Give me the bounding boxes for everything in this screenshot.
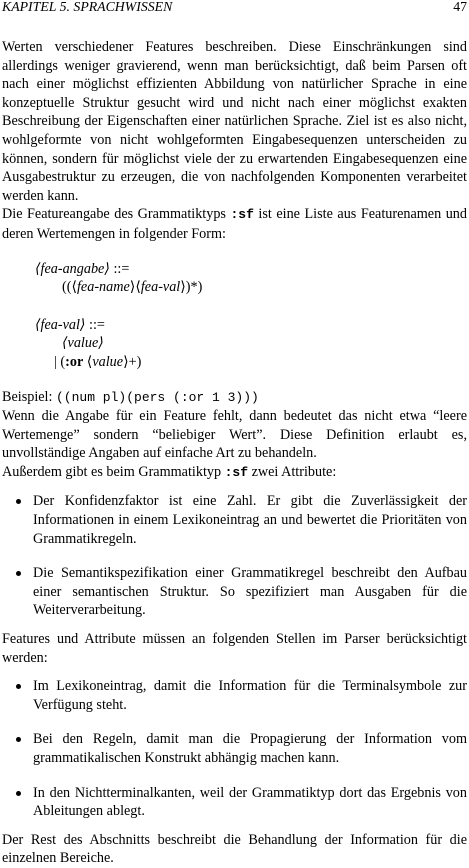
- grammar-rule-fea-val: [35, 316, 467, 335]
- list-item: [2, 492, 467, 548]
- text-fragment: Die Featureangabe des Grammatiktyps: [2, 206, 231, 223]
- list-item: [2, 564, 467, 620]
- page-number: 47: [453, 0, 467, 14]
- grammar-token: | (: [54, 353, 66, 370]
- list-item: [2, 730, 467, 767]
- grammar-token: ⟨: [83, 353, 93, 370]
- list-item: [2, 677, 467, 714]
- grammar-token: ⟩)*): [180, 279, 203, 296]
- text-fragment: Außerdem gibt es beim Grammatiktyp: [2, 463, 225, 480]
- attributes-list: [2, 492, 467, 620]
- grammar-operator: ::=: [85, 316, 105, 333]
- grammar-token: ((⟨: [62, 279, 77, 296]
- list-item-text: Die Semantikspezifikation einer Grammatikregel beschreibt den Aufbau einer semantischen Struktur. So spezifiziert man Ausgaben für die Weiterverarbeitung.: [33, 565, 467, 619]
- grammar-alternative-value: [35, 334, 467, 353]
- list-item-text: Im Lexikoneintrag, damit die Information für die Terminalsymbole zur Verfügung steht.: [33, 678, 467, 713]
- chapter-title: KAPITEL 5. SPRACHWISSEN: [2, 0, 173, 14]
- page-body: [2, 38, 467, 868]
- paragraph-places: Features und Attribute müssen an folgenden Stellen im Parser berücksichtigt werden:: [2, 631, 467, 666]
- nonterminal-fea-val-lhs: ⟨fea-val⟩: [35, 316, 86, 333]
- bullet-icon: [16, 499, 21, 504]
- grammar-rule-fea-angabe: [35, 260, 467, 279]
- nonterminal-fea-angabe: ⟨fea-angabe⟩: [35, 260, 110, 277]
- text-fragment: ist eine Liste aus Featurenamen und deren Wertemengen in folgender Form:: [2, 206, 467, 242]
- paragraph-feature-spec: [2, 205, 467, 243]
- running-header: [2, 0, 467, 18]
- bullet-icon: [16, 791, 21, 796]
- list-item: [2, 784, 467, 821]
- grammar-definition: [35, 260, 467, 372]
- grammar-operator: ::=: [109, 260, 130, 277]
- list-item-text: In den Nichtterminalkanten, weil der Grammatiktyp dort das Ergebnis von Ableitungen ablegt.: [33, 784, 467, 820]
- places-list: [2, 677, 467, 821]
- paragraph-missing-feature: Wenn die Angabe für ein Feature fehlt, dann bedeutet das nicht etwa “leere Wertemenge” sondern “beliebiger Wert”. Diese Definition erlaubt es, unvollständige Angaben auf einfache Art zu behandeln.: [2, 408, 467, 462]
- bullet-icon: [16, 737, 21, 742]
- list-item-text: Der Konfidenzfaktor ist eine Zahl. Er gibt die Zuverlässigkeit der Informationen in einem Lexikoneintrag an und bewertet die Prioritäten von Grammatikregeln.: [33, 493, 467, 547]
- example-label: Beispiel:: [2, 388, 56, 405]
- nonterminal-fea-name: fea-name: [76, 279, 130, 296]
- paragraph-closing: Der Rest des Abschnitts beschreibt die Behandlung der Information für die einzelnen Bereiche.: [2, 831, 467, 867]
- bullet-icon: [16, 571, 21, 576]
- keyword-or: :or: [65, 353, 84, 370]
- grammar-spacer: [35, 297, 467, 316]
- grammar-token: ⟩⟨: [129, 279, 141, 296]
- nonterminal-value: ⟨value⟩: [62, 335, 104, 352]
- grammar-alternative-or: [35, 353, 467, 372]
- nonterminal-value: value: [92, 353, 124, 370]
- inline-code-sf: :sf: [230, 207, 254, 223]
- list-item-text: Bei den Regeln, damit man die Propagierung der Information vom grammatikalischen Konstrukt abhängig machen kann.: [33, 731, 467, 766]
- paragraph-intro: Werten verschiedener Features beschreiben. Diese Einschränkungen sind allerdings weniger gravierend, wenn man berücksichtigt, daß beim Parsen oft nach einer möglichst effizienten Abbildung von natürlicher Sprache in eine konzeptuelle Struktur gesucht wird und nicht nach einer möglichst exakten Beschreibung der Eigenschaften einer natürlichen Sprache. Ziel ist es also nicht, wohlgeformte von nicht wohlgeformten Eingabesequenzen unterscheiden zu können, sondern für möglichst viele der zu erwartenden Eingabesequenzen eine Ausgabestruktur zu erzeugen, die von nachfolgenden Komponenten verarbeitet werden kann.: [2, 39, 467, 204]
- inline-code-sf: :sf: [224, 464, 249, 480]
- grammar-rule-body: [35, 278, 467, 297]
- text-fragment: zwei Attribute:: [248, 463, 337, 480]
- example-code: ((num pl)(pers (:or 1 3))): [56, 389, 259, 405]
- paragraph-attributes: [2, 463, 467, 483]
- grammar-token: ⟩+): [123, 353, 142, 370]
- paragraph-example: [2, 388, 467, 408]
- bullet-icon: [16, 684, 21, 689]
- nonterminal-fea-val: fea-val: [140, 279, 181, 296]
